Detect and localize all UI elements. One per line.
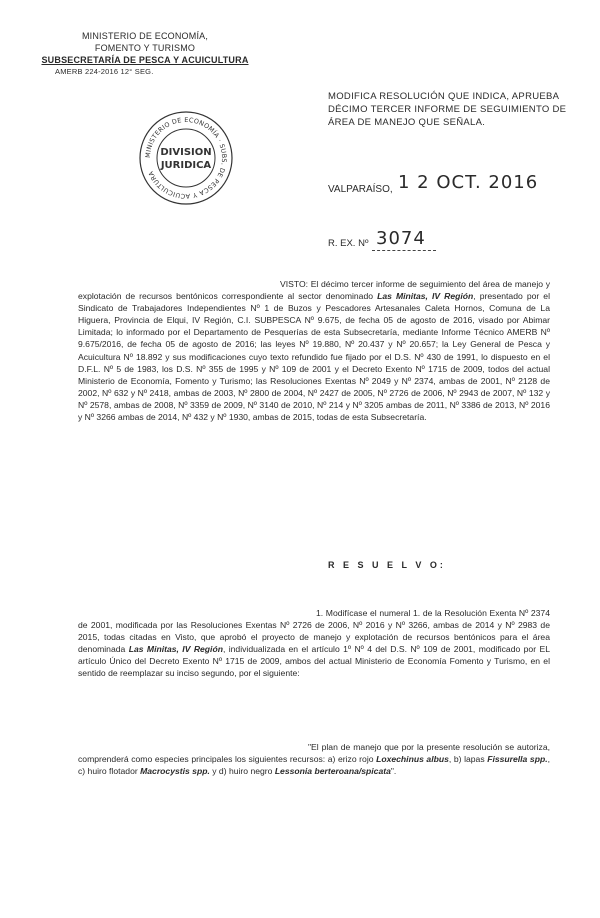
title-line-1: MODIFICA RESOLUCIÓN QUE INDICA, APRUEBA [328, 91, 560, 102]
art1-text-1: Exenta Nº 2374 de 2001, modificada por las Resoluciones Exentas Nº 2726 de 2006, Nº 2016 y Nº 3266, ambas de 2014 y Nº 2983 de 2015, todas citadas en Visto, que aprobó el proyecto de manejo y explotación de recursos bentónicos para el área denominada [78, 608, 550, 655]
visto-lead: VISTO: El décimo tercer informe de seguimiento [280, 279, 466, 289]
rex-number: 3074 [376, 228, 426, 249]
stamp-center-line-1: DIVISION [160, 147, 212, 158]
stamp-ring-text: MINISTERIO DE ECONOMÍA · SUBS. DE PESCA Y ACUICULTURA [143, 115, 229, 201]
stamp-center-line-2: JURIDICA [160, 160, 212, 171]
visto-paragraph [78, 278, 550, 423]
species-lessonia: Lessonia berteroana/spicata [274, 766, 391, 777]
quote-text-5: ". [390, 766, 397, 777]
stamp-seal-icon [138, 110, 234, 206]
reference-code: AMERB 224-2016 12° SEG. [55, 67, 154, 76]
species-macrocystis: Macrocystis spp. [140, 766, 210, 777]
city-label: VALPARAÍSO, [328, 184, 393, 195]
resuelvo-heading: R E S U E L V O: [328, 560, 446, 570]
quote-text-4: y d) huiro negro [209, 766, 275, 777]
visto-area-name: Las Minitas, IV Región [377, 291, 474, 302]
quote-text-1: resolución se autoriza, comprenderá como especies principales los siguientes recursos: a) erizo rojo [78, 742, 551, 765]
rex-number-underline [372, 250, 436, 251]
quote-text-2: , b) lapas [448, 754, 488, 765]
ministry-header [40, 30, 250, 78]
species-fissurella: Fissurella spp. [487, 754, 548, 765]
quote-lead: "El plan de manejo que por la presente [308, 742, 461, 752]
rex-label: R. EX. Nº [328, 238, 369, 249]
art1-text-2: , individualizada en el artículo 1º Nº 4 del D.S. Nº 109 de 2001, modificado por EL artículo Único del Decreto Exento Nº 1715 de 2009, ambos del actual Ministerio de Economía Fomento y Turismo, en el sentido de reemplazar su inciso segundo, por el siguiente: [78, 644, 550, 679]
visto-text-1: del área de manejo y explotación de recursos bentónicos correspondiente al sector denominado [78, 279, 550, 302]
visto-text-2: , presentado por el Sindicato de Trabajadores Independientes Nº 1 de Buzos y Pescadores Artesanales Caleta Hornos, Comuna de La Higuera, Provincia de Elqui, IV Región, C.I. SUBPESCA Nº 9.675, de fecha 05 de agosto de 2016, visado por Abimar Limitada; lo informado por el Departamento de Pesquerías de esta Subsecretaría, mediante Informe Técnico AMERB Nº 9.675/2016, de fecha 05 de agosto de 2016; las leyes Nº 19.880, Nº 20.437 y Nº 20.657; la Ley General de Pesca y Acuicultura Nº 18.892 y sus modificaciones cuyo texto refundido fue fijado por el D.S. Nº 430 de 1991, lo dispuesto en el D.F.L. Nº 5 de 1983, los D.S. Nº 355 de 1995 y Nº 109 de 2001 y el Decreto Exento Nº 1715 de 2009, todos del actual Ministerio de Economía, Fomento y Turismo; las Resoluciones Exentas Nº 2049 y Nº 2374, ambas de 2001, Nº 2128 de 2002, Nº 632 y Nº 2418, ambas de 2003, Nº 2800 de 2004, Nº 2427 de 2005, Nº 2726 de 2006, Nº 2943 de 2007, Nº 132 y Nº 2578, ambas de 2008, Nº 3359 de 2009, Nº 3140 de 2010, Nº 214 y Nº 3205 ambas de 2011, Nº 3386 de 2013, Nº 2016 y Nº 3266 ambas de 2014, Nº 432 y Nº 1930, ambas de 2015, todas de esta Subsecretaría. [78, 291, 550, 423]
article-1-paragraph [78, 607, 550, 680]
division-juridica-stamp [138, 110, 234, 206]
quote-text-3: , c) huiro flotador [78, 754, 550, 777]
subsecretaria-line: SUBSECRETARÍA DE PESCA Y ACUICULTURA [41, 55, 249, 65]
title-line-3: ÁREA DE MANEJO QUE SEÑALA. [328, 117, 486, 128]
species-loxechinus: Loxechinus albus [376, 754, 449, 765]
ministry-line-1: MINISTERIO DE ECONOMÍA, [81, 31, 209, 41]
quoted-paragraph [78, 741, 550, 777]
date-stamp: 1 2 OCT. 2016 [398, 172, 539, 193]
art1-lead: 1. Modifícase el numeral 1. de la Resolución [316, 608, 487, 618]
art1-area-name: Las Minitas, IV Región [128, 644, 223, 655]
ministry-line-2: FOMENTO Y TURISMO [94, 43, 196, 53]
resolution-title [328, 90, 568, 129]
title-line-2: DÉCIMO TERCER INFORME DE SEGUIMIENTO DE [328, 104, 567, 115]
